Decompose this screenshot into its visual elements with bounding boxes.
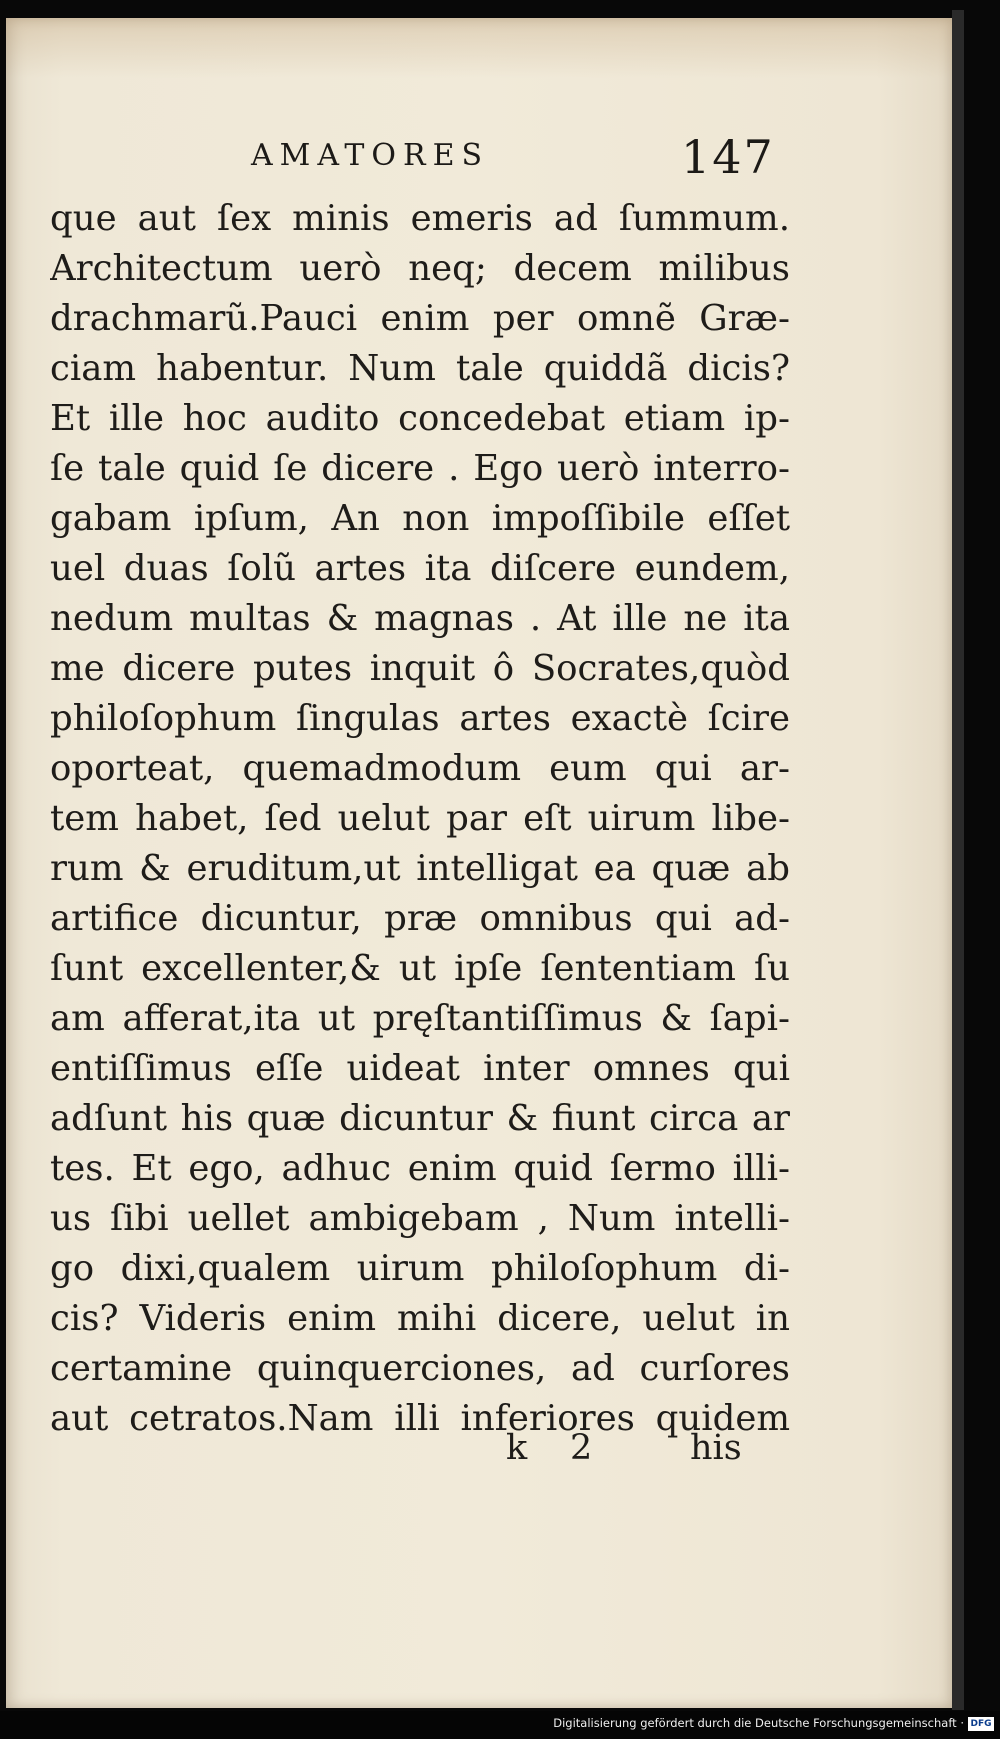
text-line: artifice dicuntur, præ omnibus qui ad- bbox=[50, 898, 790, 939]
book-edge bbox=[952, 10, 964, 1710]
text-line: gabam ipſum, An non impoſſibile eſſet bbox=[50, 498, 790, 539]
text-line: aut cetratos.Nam illi inferiores quidem bbox=[50, 1398, 790, 1439]
text-line: nedum multas & magnas . At ille ne ita bbox=[50, 598, 790, 639]
text-line: ſe tale quid ſe dicere . Ego uerò interro- bbox=[50, 448, 790, 489]
signature-mark: k bbox=[506, 1428, 528, 1468]
text-line: que aut ſex minis emeris ad ſummum. bbox=[50, 198, 790, 239]
signature-number: 2 bbox=[570, 1428, 593, 1468]
running-head bbox=[46, 130, 786, 188]
dfg-logo: DFG bbox=[968, 1717, 994, 1731]
text-line: tes. Et ego, adhuc enim quid ſermo illi- bbox=[50, 1148, 790, 1189]
text-line: cis? Videris enim mihi dicere, uelut in bbox=[50, 1298, 790, 1339]
text-line: go dixi,qualem uirum philoſophum di- bbox=[50, 1248, 790, 1289]
text-line: entiſſimus eſſe uideat inter omnes qui bbox=[50, 1048, 790, 1089]
page-number: 147 bbox=[681, 130, 775, 184]
text-block bbox=[50, 194, 790, 1444]
text-line: adſunt his quæ dicuntur & fiunt circa ar bbox=[50, 1098, 790, 1139]
text-line: ciam habentur. Num tale quiddã dicis? bbox=[50, 348, 790, 389]
text-line: philoſophum ſingulas artes exactè ſcire bbox=[50, 698, 790, 739]
text-line: rum & eruditum,ut intelligat ea quæ ab bbox=[50, 848, 790, 889]
text-line: tem habet, ſed uelut par eſt uirum libe- bbox=[50, 798, 790, 839]
catchword: his bbox=[690, 1428, 742, 1468]
text-line: oporteat, quemadmodum eum qui ar- bbox=[50, 748, 790, 789]
signature-line bbox=[50, 1428, 790, 1478]
book-page bbox=[6, 18, 952, 1708]
text-line: uel duas ſolũ artes ita diſcere eundem, bbox=[50, 548, 790, 589]
text-line: certamine quinquerciones, ad curſores bbox=[50, 1348, 790, 1389]
text-line: Et ille hoc audito concedebat etiam ip- bbox=[50, 398, 790, 439]
text-line: drachmarũ.Pauci enim per omnẽ Græ- bbox=[50, 298, 790, 339]
digitization-footer bbox=[0, 1711, 1000, 1739]
text-line: us ſibi uellet ambigebam , Num intelli- bbox=[50, 1198, 790, 1239]
text-line: me dicere putes inquit ô Socrates,quòd bbox=[50, 648, 790, 689]
text-line: ſunt excellenter,& ut ipſe ſententiam ſu bbox=[50, 948, 790, 989]
text-line: am afferat,ita ut pręſtantiſſimus & ſapi- bbox=[50, 998, 790, 1039]
running-title: AMATORES bbox=[251, 138, 490, 173]
text-line: Architectum uerò neq; decem milibus bbox=[50, 248, 790, 289]
funding-credit: Digitalisierung gefördert durch die Deutsche Forschungsgemeinschaft · bbox=[553, 1716, 964, 1730]
